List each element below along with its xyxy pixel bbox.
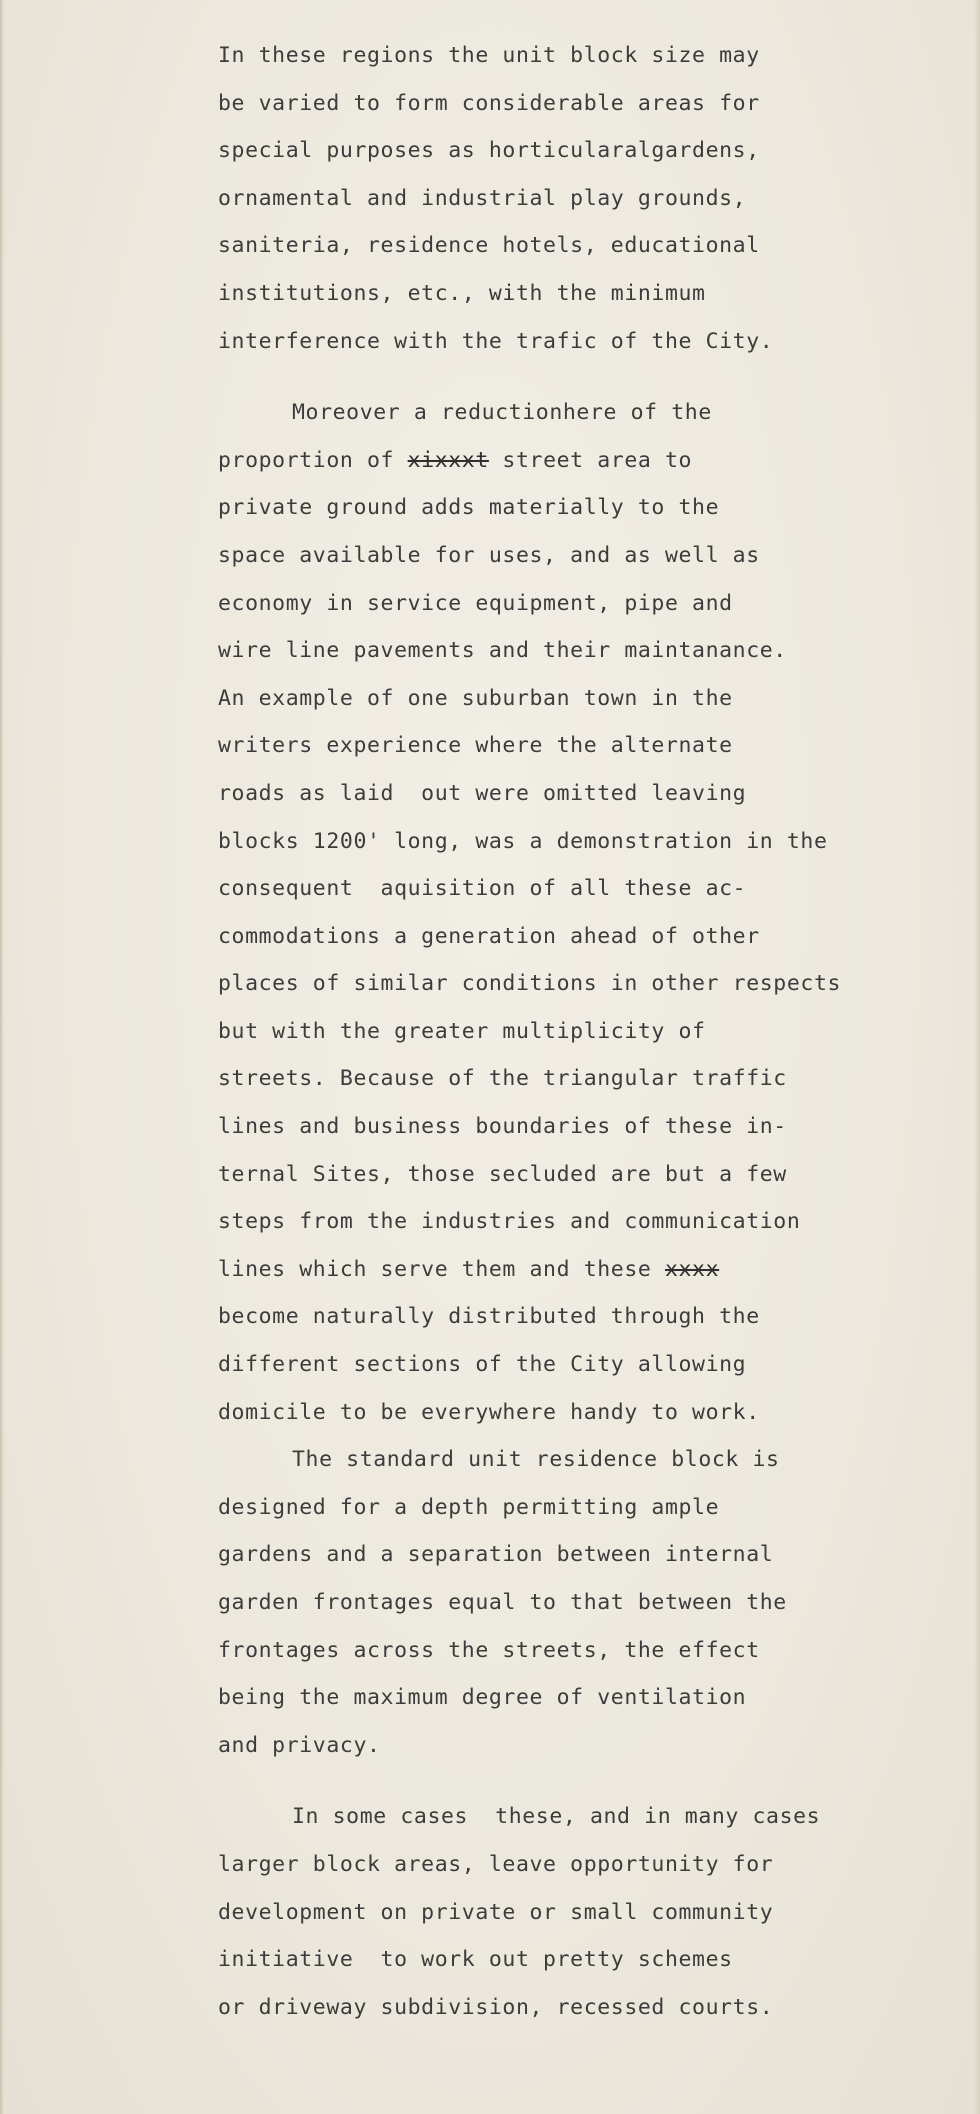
text-line: special purposes as horticularalgardens,: [218, 138, 760, 164]
text-fragment: street area to: [488, 447, 693, 473]
paragraph-gap: [218, 1769, 938, 1793]
text-line-with-strikeout: [218, 437, 938, 485]
text-line: initiative to work out pretty schemes: [218, 1947, 733, 1973]
text-line: gardens and a separation between internal: [218, 1542, 774, 1568]
text-line: designed for a depth permitting ample: [218, 1494, 720, 1520]
text-line: larger block areas, leave opportunity for: [218, 1851, 774, 1877]
text-line: domicile to be everywhere handy to work.: [218, 1399, 760, 1425]
text-line: steps from the industries and communication: [218, 1209, 801, 1235]
paragraph-3: [218, 1436, 938, 1769]
paragraph-1: [218, 32, 938, 365]
page-right-edge-shadow: [974, 0, 980, 2114]
paragraph-2: [218, 389, 938, 1436]
text-line: but with the greater multiplicity of: [218, 1018, 706, 1044]
text-line: roads as laid out were omitted leaving: [218, 780, 747, 806]
text-line: become naturally distributed through the: [218, 1304, 760, 1330]
text-line: places of similar conditions in other respects: [218, 971, 842, 997]
text-line: frontages across the streets, the effect: [218, 1637, 760, 1663]
text-line: ternal Sites, those secluded are but a few: [218, 1161, 787, 1187]
text-line: writers experience where the alternate: [218, 733, 733, 759]
struck-out-word: xixxxt: [407, 447, 489, 473]
text-line: different sections of the City allowing: [218, 1352, 747, 1378]
text-line: space available for uses, and as well as: [218, 542, 760, 568]
typed-text-block: [218, 32, 938, 2031]
text-line: commodations a generation ahead of other: [218, 923, 760, 949]
text-line: interference with the trafic of the City.: [218, 328, 774, 354]
paragraph-gap: [218, 365, 938, 389]
text-fragment: lines which serve them and these: [218, 1256, 652, 1282]
text-line: In these regions the unit block size may: [218, 43, 760, 68]
text-line: consequent aquisition of all these ac-: [218, 876, 747, 902]
text-line: blocks 1200' long, was a demonstration in the: [218, 828, 828, 854]
text-line: An example of one suburban town in the: [218, 685, 733, 711]
text-line: institutions, etc., with the minimum: [218, 280, 706, 306]
text-line: saniteria, residence hotels, educational: [218, 233, 760, 259]
text-line: or driveway subdivision, recessed courts.: [218, 1994, 774, 2020]
struck-out-word: xxxx: [664, 1256, 720, 1282]
text-line: The standard unit residence block is: [292, 1447, 780, 1473]
text-line: In some cases these, and in many cases: [292, 1804, 821, 1830]
page-left-edge-shadow: [0, 0, 4, 2114]
text-line: garden frontages equal to that between the: [218, 1590, 787, 1615]
text-line: and privacy.: [218, 1732, 381, 1758]
text-line: being the maximum degree of ventilation: [218, 1685, 747, 1711]
text-line: wire line pavements and their maintanance.: [218, 638, 787, 664]
text-fragment: proportion of: [218, 447, 408, 473]
text-line: lines and business boundaries of these in-: [218, 1114, 787, 1140]
text-line: ornamental and industrial play grounds,: [218, 185, 747, 211]
text-line: streets. Because of the triangular traffic: [218, 1066, 787, 1092]
text-line: Moreover a reductionhere of the: [292, 400, 712, 426]
text-line: be varied to form considerable areas for: [218, 90, 760, 116]
text-line-with-strikeout: [218, 1246, 938, 1294]
text-line: development on private or small community: [218, 1899, 774, 1925]
paragraph-4: [218, 1793, 938, 2031]
text-line: economy in service equipment, pipe and: [218, 590, 733, 616]
text-line: private ground adds materially to the: [218, 495, 720, 521]
